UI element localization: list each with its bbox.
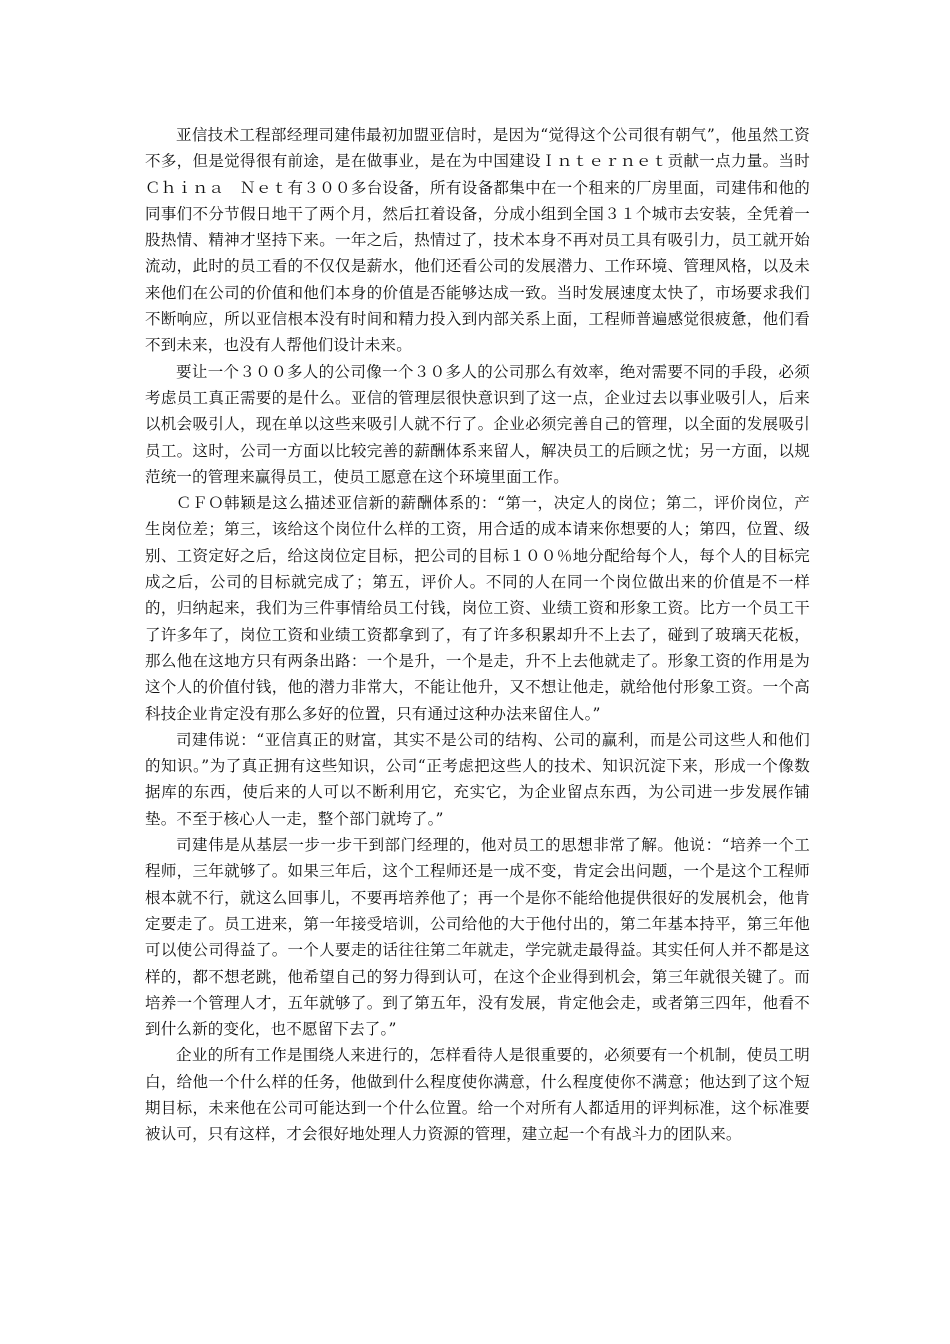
paragraph-5: 司建伟是从基层一步一步干到部门经理的，他对员工的思想非常了解。他说：“培养一个工程师，三年就够了。如果三年后，这个工程师还是一成不变，肯定会出问题，一个是这个工程师根本就不行，就这么回事儿，不要再培养他了；再一个是你不能给他提供很好的发展机会，他肯定要走了。员工进来，第一年接受培训，公司给他的大于他付出的，第二年基本持平，第三年他可以使公司得益了。一个人要走的话往往第二年就走，学完就走最得益。其实任何人并不都是这样的，都不想老跳，他希望自己的努力得到认可，在这个企业得到机会，第三年就很关键了。而培养一个管理人才，五年就够了。到了第五年，没有发展，肯定他会走，或者第三四年，他看不到什么新的变化，也不愿留下去了。” <box>145 836 810 1039</box>
paragraph-4: 司建伟说：“亚信真正的财富，其实不是公司的结构、公司的赢利，而是公司这些人和他们的知识。”为了真正拥有这些知识，公司“正考虑把这些人的技术、知识沉淀下来，形成一个像数据库的东西，使后来的人可以不断利用它，充实它，为企业留点东西，为公司进一步发展作铺垫。不至于核心人一走，整个部门就垮了。” <box>145 730 810 828</box>
document-body <box>145 122 810 1148</box>
paragraph-1: 亚信技术工程部经理司建伟最初加盟亚信时，是因为“觉得这个公司很有朝气”，他虽然工资不多，但是觉得很有前途，是在做事业，是在为中国建设Ｉｎｔｅｒｎｅｔ贡献一点力量。当时Ｃｈｉｎａ Ｎｅｔ有３００多台设备，所有设备都集中在一个租来的厂房里面，司建伟和他的同事们不分节假日地干了两个月，然后扛着设备，分成小组到全国３１个城市去安装，全凭着一股热情、精神才坚持下来。一年之后，热情过了，技术本身不再对员工具有吸引力，员工就开始流动，此时的员工看的不仅仅是薪水，他们还看公司的发展潜力、工作环境、管理风格，以及未来他们在公司的价值和他们本身的价值是否能够达成一致。当时发展速度太快了，市场要求我们不断响应，所以亚信根本没有时间和精力投入到内部关系上面，工程师普遍感觉很疲惫，他们看不到未来，也没有人帮他们设计未来。 <box>145 126 810 355</box>
paragraph-3: ＣＦＯ韩颖是这么描述亚信新的薪酬体系的：“第一，决定人的岗位；第二，评价岗位，产生岗位差；第三，该给这个岗位什么样的工资，用合适的成本请来你想要的人；第四，位置、级别、工资定好之后，给这岗位定目标，把公司的目标１００％地分配给每个人，每个人的目标完成之后，公司的目标就完成了；第五，评价人。不同的人在同一个岗位做出来的价值是不一样的，归纳起来，我们为三件事情给员工付钱，岗位工资、业绩工资和形象工资。比方一个员工干了许多年了，岗位工资和业绩工资都拿到了，有了许多积累却升不上去了，碰到了玻璃天花板，那么他在这地方只有两条出路：一个是升，一个是走，升不上去他就走了。形象工资的作用是为这个人的价值付钱，他的潜力非常大，不能让他升，又不想让他走，就给他付形象工资。一个高科技企业肯定没有那么多好的位置，只有通过这种办法来留住人。” <box>145 494 810 723</box>
paragraph-6: 企业的所有工作是围绕人来进行的，怎样看待人是很重要的，必须要有一个机制，使员工明白，给他一个什么样的任务，他做到什么程度使你满意，什么程度使你不满意；他达到了这个短期目标，未来他在公司可能达到一个什么位置。给一个对所有人都适用的评判标准，这个标准要被认可，只有这样，才会很好地处理人力资源的管理，建立起一个有战斗力的团队来。 <box>145 1046 810 1144</box>
paragraph-2: 要让一个３００多人的公司像一个３０多人的公司那么有效率，绝对需要不同的手段，必须考虑员工真正需要的是什么。亚信的管理层很快意识到了这一点，企业过去以事业吸引人，后来以机会吸引人，现在单以这些来吸引人就不行了。企业必须完善自己的管理，以全面的发展吸引员工。这时，公司一方面以比较完善的薪酬体系来留人，解决员工的后顾之忧；另一方面，以规范统一的管理来赢得员工，使员工愿意在这个环境里面工作。 <box>145 362 810 486</box>
